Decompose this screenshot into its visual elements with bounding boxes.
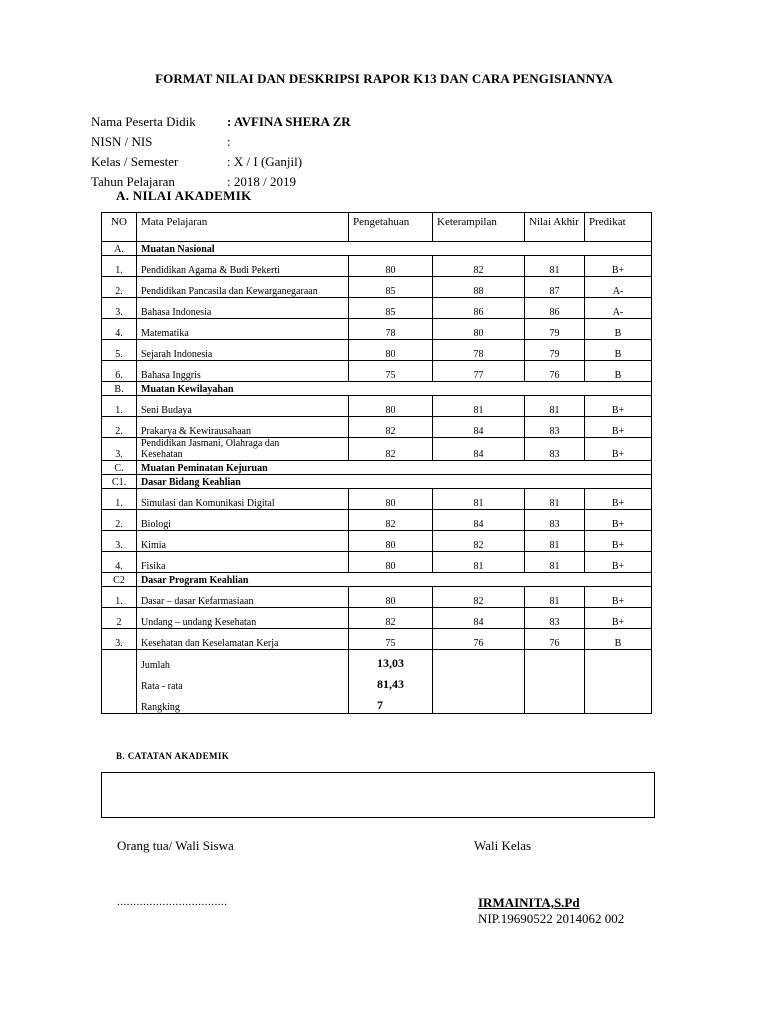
knowledge-score: 80 bbox=[349, 587, 433, 608]
table-section-row bbox=[102, 242, 652, 256]
table-row bbox=[102, 396, 652, 417]
summary-value: 81,43 bbox=[349, 671, 433, 692]
summary-empty bbox=[433, 692, 525, 714]
predicate: B+ bbox=[585, 396, 652, 417]
section-number: C. bbox=[102, 461, 137, 475]
final-score: 81 bbox=[525, 256, 585, 277]
table-row bbox=[102, 629, 652, 650]
table-row bbox=[102, 587, 652, 608]
subject-name: Pendidikan Jasmani, Olahraga dan Kesehatan bbox=[137, 438, 349, 461]
knowledge-score: 75 bbox=[349, 629, 433, 650]
table-row bbox=[102, 438, 652, 461]
row-number: 2. bbox=[102, 277, 137, 298]
table-row bbox=[102, 319, 652, 340]
section-name: Muatan Peminatan Kejuruan bbox=[137, 461, 652, 475]
predicate: B+ bbox=[585, 587, 652, 608]
predicate: A- bbox=[585, 298, 652, 319]
final-score: 81 bbox=[525, 587, 585, 608]
summary-empty bbox=[525, 650, 585, 672]
final-score: 81 bbox=[525, 489, 585, 510]
summary-empty bbox=[585, 671, 652, 692]
row-number: 1. bbox=[102, 489, 137, 510]
knowledge-score: 82 bbox=[349, 608, 433, 629]
skills-score: 81 bbox=[433, 552, 525, 573]
predicate: B bbox=[585, 319, 652, 340]
subject-name: Fisika bbox=[137, 552, 349, 573]
row-number: 6. bbox=[102, 361, 137, 382]
section-name: Dasar Program Keahlian bbox=[137, 573, 652, 587]
section-a-heading: A. NILAI AKADEMIK bbox=[116, 188, 252, 203]
table-row bbox=[102, 608, 652, 629]
identity-label: Tahun Pelajaran bbox=[91, 174, 175, 189]
predicate: B bbox=[585, 361, 652, 382]
identity-label: Kelas / Semester bbox=[91, 154, 179, 169]
header-no: NO bbox=[102, 213, 137, 242]
predicate: B+ bbox=[585, 510, 652, 531]
row-number: 4. bbox=[102, 319, 137, 340]
summary-empty bbox=[525, 692, 585, 714]
teacher-nip: NIP.19690522 2014062 002 bbox=[478, 911, 625, 926]
table-row bbox=[102, 277, 652, 298]
row-number: 1. bbox=[102, 256, 137, 277]
identity-row-nisn bbox=[91, 133, 351, 153]
table-row bbox=[102, 340, 652, 361]
skills-score: 84 bbox=[433, 510, 525, 531]
section-b-heading: B. CATATAN AKADEMIK bbox=[116, 751, 230, 761]
knowledge-score: 75 bbox=[349, 361, 433, 382]
final-score: 83 bbox=[525, 510, 585, 531]
row-number: 3. bbox=[102, 531, 137, 552]
predicate: B bbox=[585, 629, 652, 650]
header-skills: Keterampilan bbox=[433, 213, 525, 242]
section-name: Muatan Kewilayahan bbox=[137, 382, 652, 396]
final-score: 81 bbox=[525, 396, 585, 417]
knowledge-score: 82 bbox=[349, 438, 433, 461]
row-number: 2 bbox=[102, 608, 137, 629]
predicate: B+ bbox=[585, 256, 652, 277]
summary-spacer bbox=[102, 692, 137, 714]
knowledge-score: 78 bbox=[349, 319, 433, 340]
section-name: Muatan Nasional bbox=[137, 242, 652, 256]
knowledge-score: 85 bbox=[349, 298, 433, 319]
subject-name: Seni Budaya bbox=[137, 396, 349, 417]
skills-score: 86 bbox=[433, 298, 525, 319]
skills-score: 88 bbox=[433, 277, 525, 298]
summary-row bbox=[102, 692, 652, 714]
row-number: 1. bbox=[102, 396, 137, 417]
predicate: B+ bbox=[585, 552, 652, 573]
summary-empty bbox=[585, 650, 652, 672]
row-number: 3. bbox=[102, 298, 137, 319]
section-number: C2 bbox=[102, 573, 137, 587]
identity-label: NISN / NIS bbox=[91, 134, 153, 149]
subject-name: Sejarah Indonesia bbox=[137, 340, 349, 361]
table-row bbox=[102, 552, 652, 573]
subject-name: Pendidikan Agama & Budi Pekerti bbox=[137, 256, 349, 277]
teacher-name: IRMAINITA,S.Pd bbox=[478, 895, 580, 910]
row-number: 2. bbox=[102, 417, 137, 438]
section-number: B. bbox=[102, 382, 137, 396]
final-score: 83 bbox=[525, 417, 585, 438]
subject-name: Undang – undang Kesehatan bbox=[137, 608, 349, 629]
identity-label: Nama Peserta Didik bbox=[91, 114, 196, 129]
predicate: B+ bbox=[585, 608, 652, 629]
subject-name: Biologi bbox=[137, 510, 349, 531]
row-number: 5. bbox=[102, 340, 137, 361]
row-number: 4. bbox=[102, 552, 137, 573]
page-title: FORMAT NILAI DAN DESKRIPSI RAPOR K13 DAN CARA PENGISIANNYA bbox=[155, 71, 613, 86]
subject-name: Matematika bbox=[137, 319, 349, 340]
student-identity bbox=[91, 113, 351, 193]
subject-name: Dasar – dasar Kefarmasiaan bbox=[137, 587, 349, 608]
summary-empty bbox=[525, 671, 585, 692]
skills-score: 84 bbox=[433, 608, 525, 629]
table-row bbox=[102, 298, 652, 319]
header-final: Nilai Akhir bbox=[525, 213, 585, 242]
knowledge-score: 80 bbox=[349, 256, 433, 277]
identity-value: : 2018 / 2019 bbox=[227, 174, 296, 189]
knowledge-score: 85 bbox=[349, 277, 433, 298]
identity-value: : bbox=[227, 134, 231, 149]
skills-score: 76 bbox=[433, 629, 525, 650]
section-name: Dasar Bidang Keahlian bbox=[137, 475, 652, 489]
summary-empty bbox=[585, 692, 652, 714]
summary-row bbox=[102, 671, 652, 692]
subject-name: Simulasi dan Komunikasi Digital bbox=[137, 489, 349, 510]
summary-label: Rangking bbox=[137, 692, 349, 714]
skills-score: 84 bbox=[433, 438, 525, 461]
identity-row-name bbox=[91, 113, 351, 133]
subject-name: Bahasa Indonesia bbox=[137, 298, 349, 319]
skills-score: 77 bbox=[433, 361, 525, 382]
header-knowledge: Pengetahuan bbox=[349, 213, 433, 242]
skills-score: 78 bbox=[433, 340, 525, 361]
row-number: 3. bbox=[102, 629, 137, 650]
summary-value: 7 bbox=[349, 692, 433, 714]
final-score: 76 bbox=[525, 361, 585, 382]
subject-name: Prakarya & Kewirausahaan bbox=[137, 417, 349, 438]
summary-label: Jumlah bbox=[137, 650, 349, 672]
predicate: B bbox=[585, 340, 652, 361]
predicate: B+ bbox=[585, 417, 652, 438]
table-row bbox=[102, 417, 652, 438]
summary-spacer bbox=[102, 671, 137, 692]
skills-score: 82 bbox=[433, 587, 525, 608]
final-score: 81 bbox=[525, 552, 585, 573]
parent-signature-line: .................................. bbox=[117, 896, 228, 908]
final-score: 83 bbox=[525, 608, 585, 629]
header-subject: Mata Pelajaran bbox=[137, 213, 349, 242]
skills-score: 84 bbox=[433, 417, 525, 438]
knowledge-score: 82 bbox=[349, 510, 433, 531]
table-section-row bbox=[102, 382, 652, 396]
knowledge-score: 80 bbox=[349, 552, 433, 573]
grades-table bbox=[101, 212, 652, 714]
skills-score: 80 bbox=[433, 319, 525, 340]
parent-signature-label: Orang tua/ Wali Siswa bbox=[117, 838, 234, 853]
header-predicate: Predikat bbox=[585, 213, 652, 242]
knowledge-score: 80 bbox=[349, 396, 433, 417]
summary-spacer bbox=[102, 650, 137, 672]
row-number: 2. bbox=[102, 510, 137, 531]
skills-score: 82 bbox=[433, 256, 525, 277]
identity-value: : AVFINA SHERA ZR bbox=[227, 114, 351, 129]
summary-label: Rata - rata bbox=[137, 671, 349, 692]
knowledge-score: 80 bbox=[349, 531, 433, 552]
academic-notes-box bbox=[101, 772, 655, 818]
skills-score: 82 bbox=[433, 531, 525, 552]
identity-value: : X / I (Ganjil) bbox=[227, 154, 303, 169]
summary-empty bbox=[433, 671, 525, 692]
row-number: 1. bbox=[102, 587, 137, 608]
final-score: 81 bbox=[525, 531, 585, 552]
subject-name: Bahasa Inggris bbox=[137, 361, 349, 382]
table-row bbox=[102, 510, 652, 531]
summary-value: 13,03 bbox=[349, 650, 433, 672]
table-section-row bbox=[102, 475, 652, 489]
summary-row bbox=[102, 650, 652, 672]
row-number: 3. bbox=[102, 438, 137, 461]
skills-score: 81 bbox=[433, 396, 525, 417]
final-score: 87 bbox=[525, 277, 585, 298]
final-score: 76 bbox=[525, 629, 585, 650]
table-row bbox=[102, 256, 652, 277]
skills-score: 81 bbox=[433, 489, 525, 510]
predicate: A- bbox=[585, 277, 652, 298]
predicate: B+ bbox=[585, 531, 652, 552]
final-score: 79 bbox=[525, 340, 585, 361]
predicate: B+ bbox=[585, 438, 652, 461]
subject-name: Kesehatan dan Keselamatan Kerja bbox=[137, 629, 349, 650]
knowledge-score: 82 bbox=[349, 417, 433, 438]
table-section-row bbox=[102, 573, 652, 587]
section-number: A. bbox=[102, 242, 137, 256]
table-header-row bbox=[102, 213, 652, 242]
teacher-signature-label: Wali Kelas bbox=[474, 838, 532, 853]
summary-empty bbox=[433, 650, 525, 672]
subject-name: Kimia bbox=[137, 531, 349, 552]
table-section-row bbox=[102, 461, 652, 475]
predicate: B+ bbox=[585, 489, 652, 510]
section-number: C1. bbox=[102, 475, 137, 489]
subject-name: Pendidikan Pancasila dan Kewarganegaraan bbox=[137, 277, 349, 298]
table-row bbox=[102, 489, 652, 510]
identity-row-class bbox=[91, 153, 351, 173]
knowledge-score: 80 bbox=[349, 340, 433, 361]
knowledge-score: 80 bbox=[349, 489, 433, 510]
final-score: 86 bbox=[525, 298, 585, 319]
final-score: 83 bbox=[525, 438, 585, 461]
final-score: 79 bbox=[525, 319, 585, 340]
table-row bbox=[102, 361, 652, 382]
table-row bbox=[102, 531, 652, 552]
